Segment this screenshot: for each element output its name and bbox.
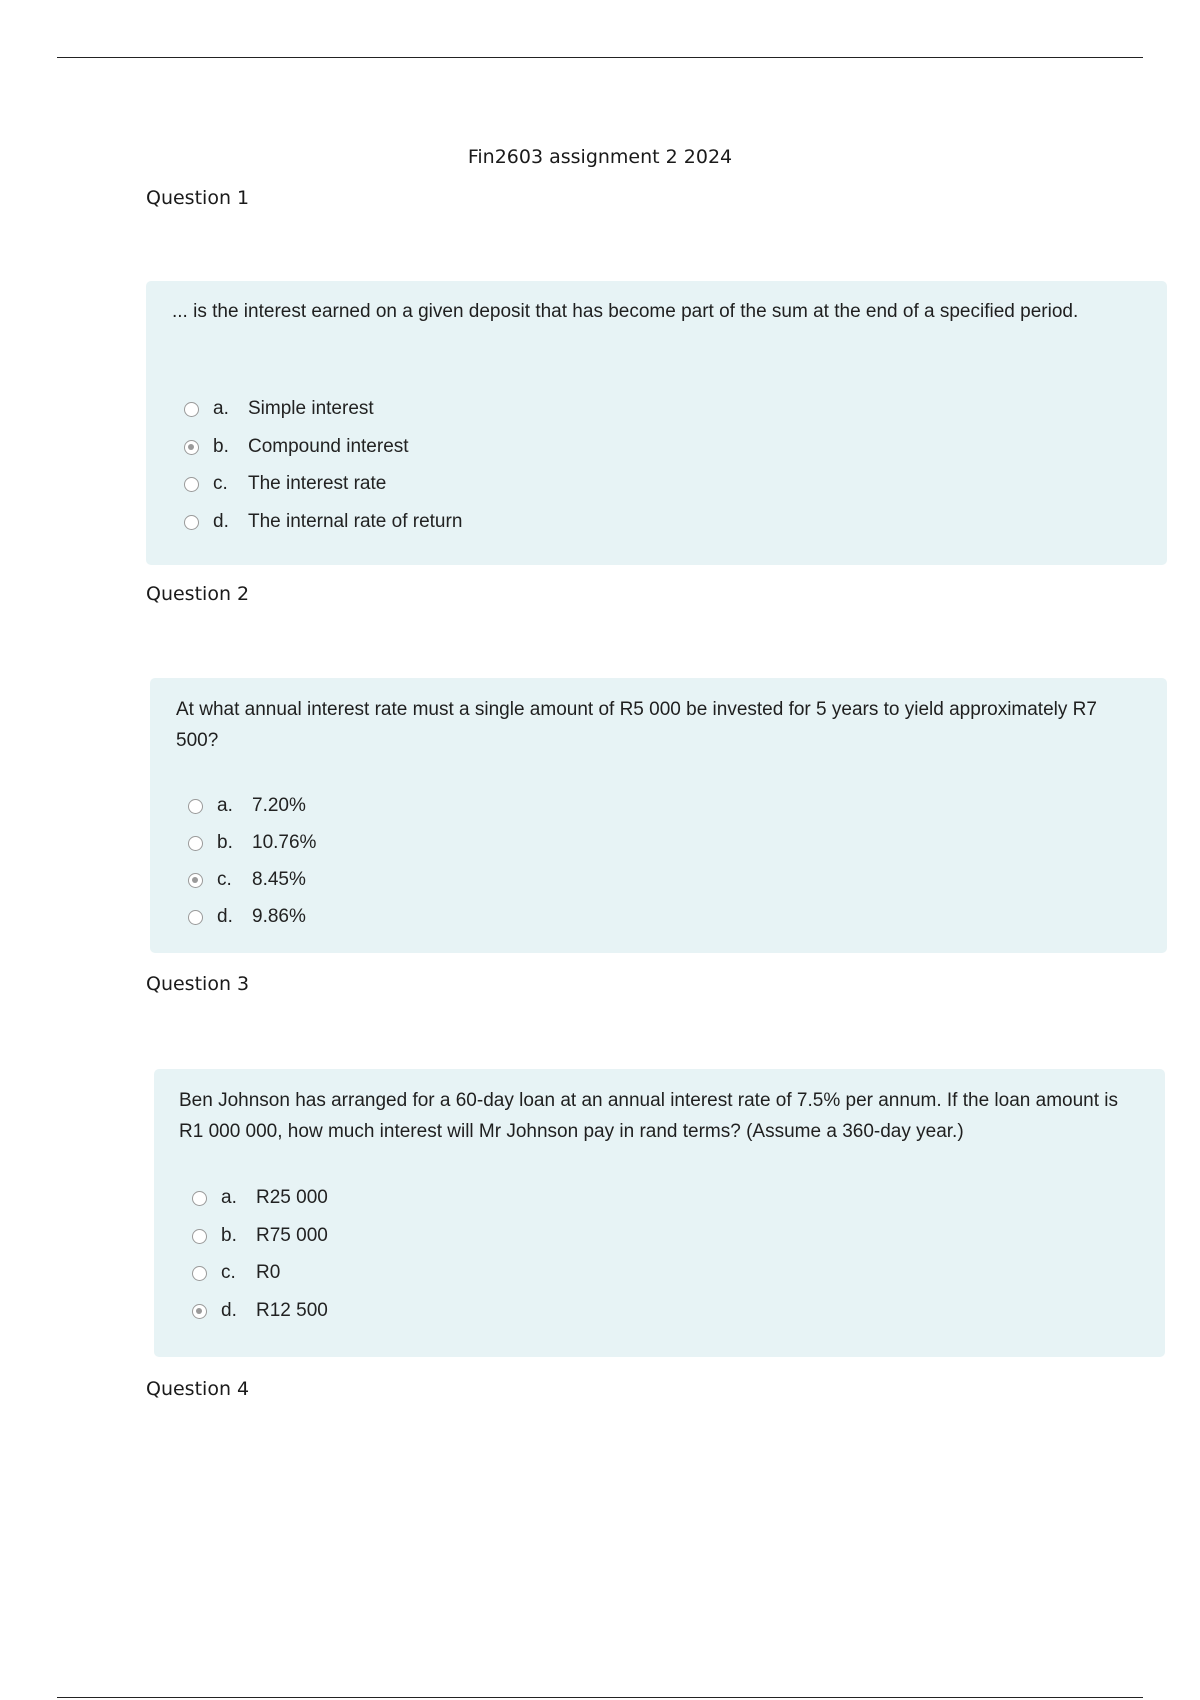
option-label: R25 000 (256, 1187, 328, 1208)
option-label: 10.76% (252, 832, 317, 853)
option-letter: a. (213, 398, 229, 419)
radio-unchecked-icon[interactable] (188, 836, 203, 851)
option-letter: a. (217, 795, 233, 816)
option-letter: a. (221, 1187, 237, 1208)
radio-unchecked-icon[interactable] (184, 402, 199, 417)
option-label: R0 (256, 1262, 281, 1283)
question-3-heading: Question 3 (146, 973, 250, 995)
radio-checked-icon[interactable] (184, 440, 199, 455)
option-label: Simple interest (248, 398, 374, 419)
question-1-box (146, 281, 1167, 565)
option-label: R12 500 (256, 1300, 328, 1321)
option-label: Compound interest (248, 436, 409, 457)
question-1-option-a[interactable] (184, 394, 374, 424)
option-letter: d. (213, 511, 229, 532)
option-letter: b. (213, 436, 229, 457)
option-label: 7.20% (252, 795, 306, 816)
radio-unchecked-icon[interactable] (192, 1266, 207, 1281)
question-1-option-b[interactable] (184, 432, 409, 462)
option-letter: b. (221, 1225, 237, 1246)
question-2-option-d[interactable] (188, 902, 306, 932)
question-2-box (150, 678, 1167, 953)
question-3-option-a[interactable] (192, 1183, 328, 1213)
question-1-option-d[interactable] (184, 507, 462, 537)
question-2-option-a[interactable] (188, 791, 306, 821)
question-2-heading: Question 2 (146, 583, 250, 605)
option-label: 8.45% (252, 869, 306, 890)
radio-unchecked-icon[interactable] (184, 515, 199, 530)
question-1-text: ... is the interest earned on a given deposit that has become part of the sum at the end of a specified period. (172, 301, 1079, 322)
option-label: The interest rate (248, 473, 387, 494)
radio-unchecked-icon[interactable] (192, 1191, 207, 1206)
option-label: 9.86% (252, 906, 306, 927)
radio-unchecked-icon[interactable] (184, 477, 199, 492)
question-1-heading: Question 1 (146, 187, 250, 209)
question-4-heading: Question 4 (146, 1378, 250, 1400)
question-3-box (154, 1069, 1165, 1357)
question-3-option-c[interactable] (192, 1258, 280, 1288)
radio-checked-icon[interactable] (192, 1304, 207, 1319)
option-letter: c. (213, 473, 228, 494)
radio-unchecked-icon[interactable] (188, 799, 203, 814)
question-2-option-c[interactable] (188, 865, 306, 895)
top-rule (57, 57, 1143, 58)
radio-checked-icon[interactable] (188, 873, 203, 888)
question-3-option-d[interactable] (192, 1296, 328, 1326)
question-3-option-b[interactable] (192, 1221, 328, 1251)
option-letter: d. (217, 906, 233, 927)
option-label: R75 000 (256, 1225, 328, 1246)
question-3-text: Ben Johnson has arranged for a 60-day loan at an annual interest rate of 7.5% per annum. If the loan amount is R1 000 000, how much interest will Mr Johnson pay in rand terms? (Assume a 360-day year.) (179, 1090, 1118, 1142)
radio-unchecked-icon[interactable] (188, 910, 203, 925)
radio-unchecked-icon[interactable] (192, 1229, 207, 1244)
bottom-rule (57, 1697, 1143, 1698)
option-letter: b. (217, 832, 233, 853)
question-2-option-b[interactable] (188, 828, 316, 858)
option-label: The internal rate of return (248, 511, 463, 532)
option-letter: c. (217, 869, 232, 890)
question-1-option-c[interactable] (184, 469, 386, 499)
document-title: Fin2603 assignment 2 2024 (467, 146, 733, 168)
option-letter: d. (221, 1300, 237, 1321)
question-2-text: At what annual interest rate must a single amount of R5 000 be invested for 5 years to yield approximately R7 500? (176, 699, 1097, 751)
option-letter: c. (221, 1262, 236, 1283)
